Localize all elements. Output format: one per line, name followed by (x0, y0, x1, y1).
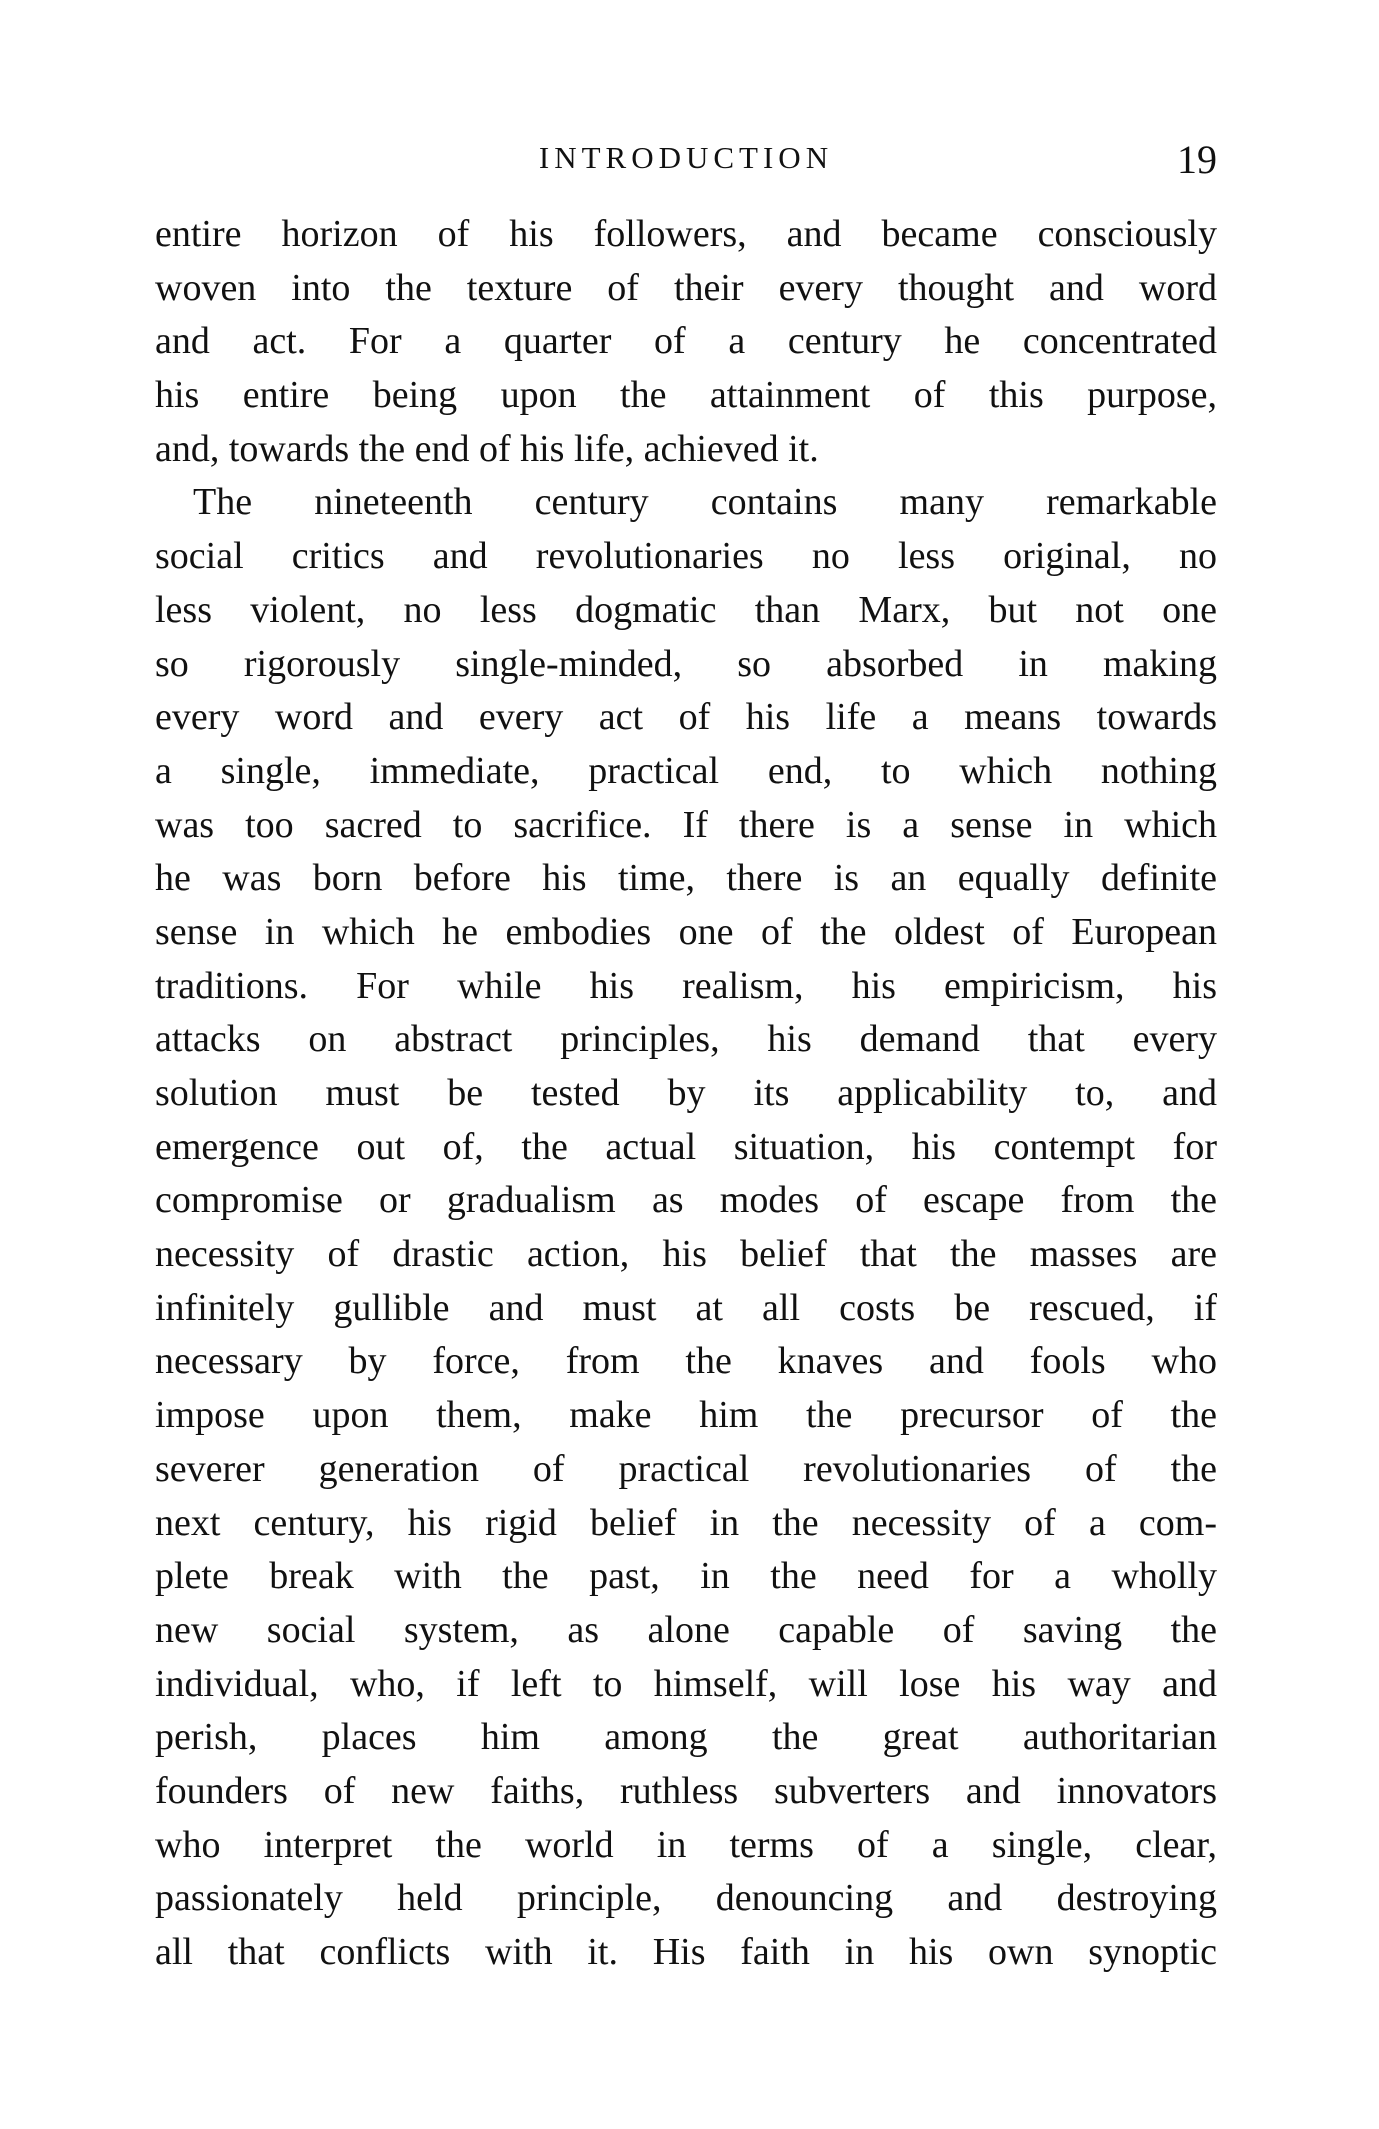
text-line: next century, his rigid belief in the necessity of a com- (155, 1501, 1217, 1544)
text-line: less violent, no less dogmatic than Marx, but not one (155, 588, 1217, 631)
text-line: individual, who, if left to himself, will lose his way and (155, 1662, 1217, 1705)
text-line: his entire being upon the attainment of this purpose, (155, 374, 1217, 417)
text-line: perish, places him among the great authoritarian (155, 1716, 1217, 1759)
text-line: and act. For a quarter of a century he concentrated (155, 320, 1217, 363)
text-line: new social system, as alone capable of saving the (155, 1608, 1217, 1651)
text-line: so rigorously single-minded, so absorbed in making (155, 642, 1217, 685)
text-line: sense in which he embodies one of the oldest of European (155, 910, 1217, 953)
text-line: compromise or gradualism as modes of escape from the (155, 1179, 1217, 1222)
text-line: infinitely gullible and must at all costs be rescued, if (155, 1286, 1217, 1329)
running-title: INTRODUCTION (538, 140, 834, 175)
text-line: founders of new faiths, ruthless subverters and innovators (155, 1769, 1217, 1812)
running-head (155, 138, 1217, 198)
text-line: The nineteenth century contains many remarkable (193, 481, 1217, 524)
text-line: severer generation of practical revolutionaries of the (155, 1447, 1217, 1490)
text-line: every word and every act of his life a means towards (155, 696, 1217, 739)
text-line: social critics and revolutionaries no less original, no (155, 535, 1217, 578)
text-line: attacks on abstract principles, his demand that every (155, 1018, 1217, 1061)
text-line: necessity of drastic action, his belief that the masses are (155, 1233, 1217, 1276)
body-text (155, 208, 1217, 1980)
text-line: passionately held principle, denouncing and destroying (155, 1877, 1217, 1920)
text-line: traditions. For while his realism, his empiricism, his (155, 964, 1217, 1007)
text-line: plete break with the past, in the need for a wholly (155, 1555, 1217, 1598)
text-line: and, towards the end of his life, achieved it. (155, 427, 819, 470)
text-line: a single, immediate, practical end, to which nothing (155, 749, 1217, 792)
text-line: impose upon them, make him the precursor of the (155, 1394, 1217, 1437)
paragraph-continuation (155, 208, 1217, 476)
text-line: all that conflicts with it. His faith in his own synoptic (155, 1931, 1217, 1973)
text-line: was too sacred to sacrifice. If there is a sense in which (155, 803, 1217, 846)
paragraph-nineteenth-century (155, 476, 1217, 1979)
text-line: who interpret the world in terms of a single, clear, (155, 1823, 1217, 1866)
text-line: entire horizon of his followers, and became consciously (155, 213, 1217, 255)
page-number: 19 (1177, 137, 1217, 182)
text-line: solution must be tested by its applicability to, and (155, 1072, 1217, 1114)
text-line: woven into the texture of their every thought and word (155, 266, 1217, 309)
text-line: he was born before his time, there is an equally definite (155, 857, 1217, 900)
text-line: necessary by force, from the knaves and fools who (155, 1340, 1217, 1383)
text-line: emergence out of, the actual situation, his contempt for (155, 1125, 1217, 1168)
